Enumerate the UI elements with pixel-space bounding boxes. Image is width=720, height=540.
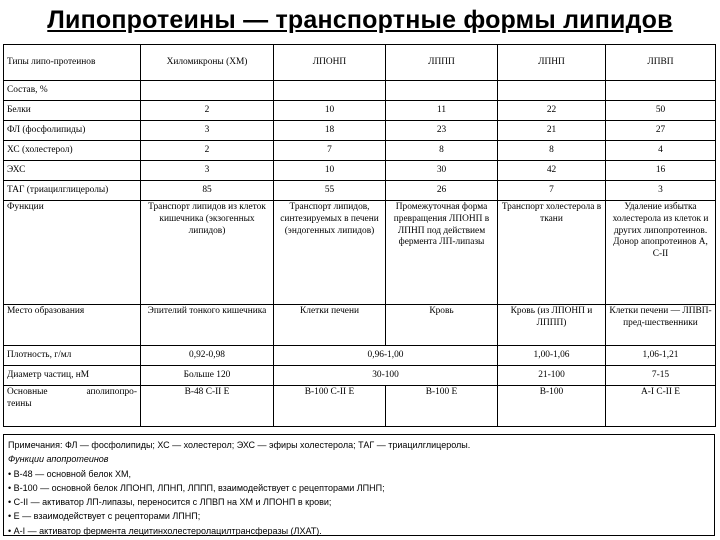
- empty-cell: [606, 81, 716, 101]
- table-cell: 30: [386, 161, 498, 181]
- apoproteins-row: [4, 386, 716, 427]
- table-cell: 2: [141, 141, 274, 161]
- table-cell: В-100 С-II Е: [274, 386, 386, 427]
- table-cell: Кровь (из ЛПОНП и ЛППП): [498, 305, 606, 346]
- table-cell: 2: [141, 101, 274, 121]
- empty-cell: [386, 81, 498, 101]
- table-cell: Больше 120: [141, 366, 274, 386]
- lipoprotein-table: [3, 44, 716, 427]
- table-cell: 1,00-1,06: [498, 346, 606, 366]
- table-cell: 4: [606, 141, 716, 161]
- apo-label-line: [7, 387, 137, 399]
- functions-row: [4, 201, 716, 305]
- notes-item: • С-II — активатор ЛП-липазы, переносится с ЛПВП на ХМ и ЛПОНП в крови;: [8, 497, 332, 508]
- notes-item: • Е — взаимодействует с рецепторами ЛПНП;: [8, 511, 201, 522]
- table-cell: 3: [141, 161, 274, 181]
- table-cell: 8: [498, 141, 606, 161]
- row-label: ХС (холестерол): [4, 141, 141, 161]
- diameter-row: [4, 366, 716, 386]
- table-row: [4, 161, 716, 181]
- table-cell: 21: [498, 121, 606, 141]
- table-cell: 55: [274, 181, 386, 201]
- table-cell: Промежуточная форма превращения ЛПОНП в ЛПНП под действием фермента ЛП-липазы: [386, 201, 498, 305]
- table-cell: 16: [606, 161, 716, 181]
- table-cell: 11: [386, 101, 498, 121]
- table-cell: 7: [274, 141, 386, 161]
- table-cell: 10: [274, 161, 386, 181]
- table-cell: 30-100: [274, 366, 498, 386]
- row-label: Функции: [4, 201, 141, 305]
- table-cell: 8: [386, 141, 498, 161]
- row-label: ФЛ (фосфолипиды): [4, 121, 141, 141]
- table-cell: 7-15: [606, 366, 716, 386]
- table-cell: В-48 С-II Е: [141, 386, 274, 427]
- row-label: Диаметр частиц, нМ: [4, 366, 141, 386]
- row-label: ЭХС: [4, 161, 141, 181]
- apo-label-second: теины: [7, 398, 32, 409]
- table-cell: 18: [274, 121, 386, 141]
- table-cell: 10: [274, 101, 386, 121]
- table-cell: 85: [141, 181, 274, 201]
- table-cell: Эпителий тонкого кишечника: [141, 305, 274, 346]
- table-cell: 3: [606, 181, 716, 201]
- table-row: [4, 121, 716, 141]
- table-cell: Транспорт липидов из клеток кишечника (экзогенных липидов): [141, 201, 274, 305]
- table-cell: 1,06-1,21: [606, 346, 716, 366]
- table-cell: 3: [141, 121, 274, 141]
- apo-label-right: аполипопро-: [86, 387, 137, 397]
- notes-box: [3, 434, 715, 536]
- notes-heading: Функции апопротеинов: [8, 454, 109, 465]
- row-label: Плотность, г/мл: [4, 346, 141, 366]
- header-cell: ЛПВП: [606, 45, 716, 81]
- table-row: [4, 141, 716, 161]
- row-label: Белки: [4, 101, 141, 121]
- empty-cell: [141, 81, 274, 101]
- table-cell: В-100 Е: [386, 386, 498, 427]
- table-cell: Клетки печени: [274, 305, 386, 346]
- table-row: [4, 101, 716, 121]
- table-cell: 22: [498, 101, 606, 121]
- notes-item: • В-48 — основной белок ХМ,: [8, 468, 131, 479]
- empty-cell: [498, 81, 606, 101]
- table-cell: 0,92-0,98: [141, 346, 274, 366]
- header-cell: ЛПОНП: [274, 45, 386, 81]
- table-cell: 7: [498, 181, 606, 201]
- table-cell: 21-100: [498, 366, 606, 386]
- header-cell: ЛППП: [386, 45, 498, 81]
- row-label: [4, 386, 141, 427]
- table-cell: Транспорт холестерола в ткани: [498, 201, 606, 305]
- table-cell: 23: [386, 121, 498, 141]
- notes-item: • А-I — активатор фермента лецитинхолестеролацилтрансферазы (ЛХАТ).: [8, 525, 322, 536]
- header-cell: Хиломикроны (ХМ): [141, 45, 274, 81]
- header-cell: Типы липо-протеинов: [4, 45, 141, 81]
- table-cell: 26: [386, 181, 498, 201]
- row-label: ТАГ (триацилглицеролы): [4, 181, 141, 201]
- table-cell: 0,96-1,00: [274, 346, 498, 366]
- section-label: Состав, %: [4, 81, 141, 101]
- table-cell: 42: [498, 161, 606, 181]
- table-cell: 27: [606, 121, 716, 141]
- empty-cell: [274, 81, 386, 101]
- table-cell: А-I С-II Е: [606, 386, 716, 427]
- apo-label-left: Основные: [7, 387, 48, 397]
- notes-item: • В-100 — основной белок ЛПОНП, ЛПНП, ЛППП, взаимодействует с рецепторами ЛПНП;: [8, 482, 385, 493]
- table-cell: В-100: [498, 386, 606, 427]
- density-row: [4, 346, 716, 366]
- table-cell: Кровь: [386, 305, 498, 346]
- place-row: [4, 305, 716, 346]
- page-title: Липопротеины — транспортные формы липидов: [47, 6, 673, 34]
- notes-line: Примечания: ФЛ — фосфолипиды; ХС — холестерол; ЭХС — эфиры холестерола; ТАГ — триацилглицеролы.: [8, 440, 471, 450]
- row-label: Место образования: [4, 305, 141, 346]
- table-cell: Клетки печени — ЛПВП-пред-шественники: [606, 305, 716, 346]
- table-cell: Удаление избытка холестерола из клеток и других липопротеинов. Донор апопротеинов А, С-II: [606, 201, 716, 305]
- section-row: [4, 81, 716, 101]
- table-cell: 50: [606, 101, 716, 121]
- header-cell: ЛПНП: [498, 45, 606, 81]
- header-row: [4, 45, 716, 81]
- table-row: [4, 181, 716, 201]
- table-cell: Транспорт липидов, синтезируемых в печени (эндогенных липидов): [274, 201, 386, 305]
